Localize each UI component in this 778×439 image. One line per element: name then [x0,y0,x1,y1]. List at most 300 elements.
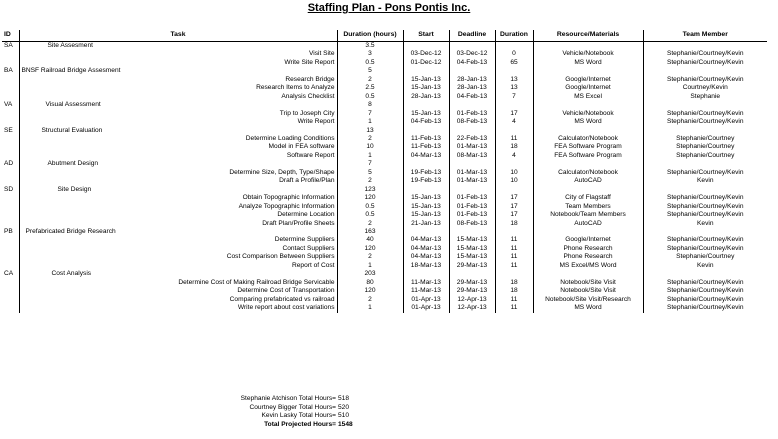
row-id [2,296,19,304]
row-start: 03-Dec-12 [403,50,449,58]
row-start [403,101,449,109]
row-resources: MS Word [533,304,643,312]
table-row [2,135,767,143]
row-resources [533,186,643,194]
row-team-member: Stephanie/Courtney/Kevin [666,75,744,83]
row-duration-hours: 123 [337,186,403,194]
row-start: 04-Mar-13 [403,236,449,244]
row-task [19,101,337,109]
row-id [2,279,19,287]
row-duration-hours: 163 [337,228,403,236]
row-team-member: Stephanie/Courtney/Kevin [666,287,744,295]
row-team-member: Courtney/Kevin [682,84,728,92]
row-task: Comparing prefabricated vs railroad [19,296,337,304]
row-duration-hours: 40 [337,236,403,244]
category-label: Structural Evaluation [41,126,103,134]
table-row [2,152,767,160]
category-row [2,101,767,109]
total-value: 518 [338,395,350,402]
table-row [2,84,767,92]
table-row [2,211,767,219]
row-resources: Notebook/Site Visit/Research [533,296,643,304]
row-task: Report of Cost [19,262,337,270]
row-start: 04-Feb-13 [403,118,449,126]
row-deadline [449,228,495,236]
row-duration-hours: 13 [337,127,403,135]
row-duration-hours: 2.5 [337,84,403,92]
row-deadline: 15-Mar-13 [449,245,495,253]
row-resources: MS Word [533,118,643,126]
category-label: Prefabricated Bridge Research [25,227,116,235]
table-row [2,203,767,211]
row-duration-hours: 120 [337,194,403,202]
row-team-member: Stephanie/Courtney/Kevin [666,211,744,219]
row-resources [533,228,643,236]
table-row [2,76,767,84]
table-row [2,177,767,185]
row-team-member: Stephanie/Courtney/Kevin [666,202,744,210]
row-start: 04-Mar-13 [403,253,449,261]
row-duration: 4 [495,152,533,160]
row-duration-hours: 3 [337,50,403,58]
row-team-member: Stephanie/Courtney/Kevin [666,304,744,312]
row-duration-hours: 0.5 [337,59,403,67]
row-duration-hours: 8 [337,101,403,109]
row-duration: 7 [495,93,533,101]
row-duration-hours: 203 [337,270,403,278]
row-duration [495,186,533,194]
row-duration [495,101,533,109]
row-deadline: 01-Feb-13 [449,203,495,211]
row-task [19,270,337,278]
row-task: Trip to Joseph City [19,110,337,118]
row-resources [533,67,643,75]
row-resources [533,127,643,135]
row-duration-hours: 2 [337,76,403,84]
row-resources: Calculator/Notebook [533,135,643,143]
row-team-member: Stephanie/Courtney/Kevin [666,295,744,303]
category-label: Cost Analysis [51,270,92,278]
row-duration-hours: 80 [337,279,403,287]
row-start [403,67,449,75]
table-row [2,169,767,177]
row-duration [495,160,533,168]
row-duration: 18 [495,279,533,287]
header-resources: Resource/Materials [533,30,643,42]
row-start: 18-Mar-13 [403,262,449,270]
header-duration-hours: Duration (hours) [337,30,403,42]
row-team-member: Stephanie/Courtney/Kevin [666,168,744,176]
row-deadline: 12-Apr-13 [449,296,495,304]
row-resources: AutoCAD [533,177,643,185]
row-id: AD [2,160,19,168]
row-team-member [643,186,767,194]
row-start: 11-Mar-13 [403,287,449,295]
total-row [0,421,400,430]
row-deadline: 03-Dec-12 [449,50,495,58]
row-id [2,50,19,58]
row-start: 04-Mar-13 [403,152,449,160]
row-task: Write Site Report [19,59,337,67]
row-id [2,211,19,219]
row-duration-hours: 5 [337,67,403,75]
row-duration-hours: 2 [337,177,403,185]
header-id: ID [2,30,19,42]
category-label: BNSF Railroad Bridge Assesment [21,67,121,75]
header-duration: Duration [495,30,533,42]
row-deadline: 28-Jan-13 [449,76,495,84]
row-duration-hours: 10 [337,143,403,151]
row-deadline [449,160,495,168]
row-duration: 10 [495,169,533,177]
row-task: Determine Cost of Making Railroad Bridge Servicable [19,279,337,287]
row-duration: 17 [495,203,533,211]
row-task: Determine Size, Depth, Type/Shape [19,169,337,177]
row-team-member: Kevin [697,219,714,227]
table-row [2,143,767,151]
row-duration-hours: 2 [337,135,403,143]
row-team-member [643,270,767,278]
row-id [2,93,19,101]
row-duration: 65 [495,59,533,67]
row-start: 01-Apr-13 [403,304,449,312]
row-task: Visit Site [19,50,337,58]
row-start: 11-Feb-13 [403,135,449,143]
row-duration: 17 [495,211,533,219]
category-row [2,127,767,135]
row-task: Determine Cost of Transportation [19,287,337,295]
row-id [2,220,19,228]
row-team-member: Stephanie/Courtney/Kevin [666,244,744,252]
row-deadline: 08-Feb-13 [449,118,495,126]
row-deadline: 28-Jan-13 [449,84,495,92]
document-title: Staffing Plan - Pons Pontis Inc. [307,2,471,14]
table-row [2,110,767,118]
row-duration: 10 [495,177,533,185]
table-row [2,296,767,304]
row-deadline: 01-Feb-13 [449,110,495,118]
row-resources: Google/Internet [533,84,643,92]
row-duration-hours: 1 [337,118,403,126]
row-duration-hours: 5 [337,169,403,177]
table-row [2,262,767,270]
row-resources: FEA Software Program [533,152,643,160]
row-deadline: 29-Mar-13 [449,279,495,287]
table-row [2,50,767,58]
row-duration-hours: 0.5 [337,211,403,219]
row-task: Determine Loading Conditions [19,135,337,143]
row-resources: Vehicle/Notebook [533,50,643,58]
row-id [2,84,19,92]
row-resources: Notebook/Team Members [533,211,643,219]
row-team-member: Stephanie/Courtney/Kevin [666,58,744,66]
row-resources: Phone Research [533,245,643,253]
row-task [19,42,337,51]
row-duration-hours: 2 [337,253,403,261]
row-duration: 11 [495,296,533,304]
total-label: Courtney Bigger Total Hours= [249,403,336,411]
row-id [2,152,19,160]
row-resources: Phone Research [533,253,643,261]
row-deadline [449,127,495,135]
row-duration-hours: 0.5 [337,93,403,101]
row-task: Cost Comparison Between Suppliers [19,253,337,261]
header-start: Start [403,30,449,42]
row-duration [495,67,533,75]
row-duration: 18 [495,287,533,295]
row-start: 15-Jan-13 [403,110,449,118]
row-task: Analyze Topographic Information [19,203,337,211]
table-body [2,42,767,313]
row-resources: MS Excel/MS Word [533,262,643,270]
total-label: Total Projected Hours= [264,420,336,428]
table-row [2,93,767,101]
row-team-member [643,127,767,135]
total-value: 510 [338,412,350,420]
row-id: VA [2,101,19,109]
category-label: Visual Assessment [45,101,101,109]
row-resources: MS Word [533,59,643,67]
row-deadline: 15-Mar-13 [449,236,495,244]
row-task: Draft Plan/Profile Sheets [19,220,337,228]
category-label: Site Assesment [47,42,93,49]
category-label: Abutment Design [47,160,99,168]
row-duration [495,42,533,51]
row-id: SA [2,42,19,51]
row-id: PB [2,228,19,236]
row-duration-hours: 7 [337,160,403,168]
table-row [2,194,767,202]
row-team-member: Stephanie/Courtney/Kevin [666,236,744,244]
row-resources: Notebook/Site Visit [533,279,643,287]
row-id [2,177,19,185]
row-deadline: 01-Mar-13 [449,143,495,151]
row-team-member: Stephanie/Courtney/Kevin [666,109,744,117]
row-deadline: 08-Feb-13 [449,220,495,228]
row-team-member: Kevin [697,261,714,269]
row-start: 15-Jan-13 [403,76,449,84]
row-duration [495,127,533,135]
table-row [2,236,767,244]
row-team-member [643,228,767,236]
row-deadline [449,186,495,194]
row-task: Determine Suppliers [19,236,337,244]
table-row [2,118,767,126]
table-row [2,287,767,295]
row-id [2,287,19,295]
row-start: 28-Jan-13 [403,93,449,101]
category-row [2,270,767,278]
row-start: 01-Dec-12 [403,59,449,67]
row-id [2,304,19,312]
row-team-member: Stephanie/Courtney/Kevin [666,118,744,126]
category-row [2,42,767,51]
row-team-member: Kevin [697,177,714,185]
row-task: Contact Suppliers [19,245,337,253]
row-duration-hours: 1 [337,262,403,270]
table-row [2,279,767,287]
row-resources: MS Excel [533,93,643,101]
row-task: Obtain Topographic Information [19,194,337,202]
table-row [2,253,767,261]
row-task: Write Report [19,118,337,126]
row-duration: 18 [495,143,533,151]
row-duration-hours: 1 [337,152,403,160]
row-duration: 13 [495,84,533,92]
row-start: 15-Jan-13 [403,203,449,211]
row-deadline: 29-Mar-13 [449,287,495,295]
row-deadline [449,270,495,278]
row-deadline [449,67,495,75]
header-task: Task [19,30,337,42]
row-start: 11-Feb-13 [403,143,449,151]
row-team-member: Stephanie/Courtney/Kevin [666,194,744,202]
header-deadline: Deadline [449,30,495,42]
table-row [2,59,767,67]
row-team-member [643,42,767,51]
row-team-member: Stephanie/Courtney [676,143,735,151]
row-deadline [449,101,495,109]
row-duration [495,228,533,236]
row-team-member: Stephanie [690,92,721,100]
row-id [2,59,19,67]
total-value: 520 [338,403,350,411]
row-duration: 17 [495,110,533,118]
row-id [2,253,19,261]
row-task: Analysis Checklist [19,93,337,101]
row-resources: Calculator/Notebook [533,169,643,177]
row-id [2,143,19,151]
total-label: Kevin Lasky Total Hours= [261,412,336,420]
row-start: 04-Mar-13 [403,245,449,253]
row-start: 15-Jan-13 [403,211,449,219]
row-start: 19-Feb-13 [403,177,449,185]
row-deadline: 01-Feb-13 [449,194,495,202]
row-resources: Vehicle/Notebook [533,110,643,118]
table-row [2,245,767,253]
row-resources: Team Members [533,203,643,211]
row-deadline: 01-Mar-13 [449,177,495,185]
row-team-member [643,67,767,75]
row-start [403,186,449,194]
row-duration: 11 [495,245,533,253]
row-duration-hours: 120 [337,287,403,295]
row-duration: 13 [495,76,533,84]
row-start: 19-Feb-13 [403,169,449,177]
row-team-member: Stephanie/Courtney/Kevin [666,278,744,286]
row-deadline [449,42,495,51]
row-id [2,118,19,126]
row-id [2,76,19,84]
row-id: SD [2,186,19,194]
row-team-member [643,160,767,168]
staffing-table [2,30,767,313]
row-deadline: 01-Mar-13 [449,169,495,177]
row-duration: 11 [495,135,533,143]
row-deadline: 12-Apr-13 [449,304,495,312]
row-duration-hours: 3.5 [337,42,403,51]
row-id: CA [2,270,19,278]
category-row [2,67,767,75]
row-duration-hours: 1 [337,304,403,312]
row-duration: 11 [495,236,533,244]
row-deadline: 01-Feb-13 [449,211,495,219]
row-id [2,262,19,270]
total-value: 1548 [338,420,353,428]
row-task: Model in FEA software [19,143,337,151]
row-resources [533,270,643,278]
row-resources [533,42,643,51]
row-duration-hours: 120 [337,245,403,253]
row-id [2,245,19,253]
row-id [2,110,19,118]
total-label: Stephanie Atchison Total Hours= [240,395,336,402]
row-task: Research Items to Analyze [19,84,337,92]
header-team-member: Team Member [643,30,767,42]
row-id [2,236,19,244]
row-id [2,203,19,211]
row-start [403,160,449,168]
row-resources [533,101,643,109]
row-team-member [643,101,767,109]
row-duration: 4 [495,118,533,126]
row-resources: AutoCAD [533,220,643,228]
row-start: 21-Jan-13 [403,220,449,228]
row-duration-hours: 2 [337,296,403,304]
row-deadline: 04-Feb-13 [449,93,495,101]
row-team-member: Stephanie/Courtney/Kevin [666,50,744,58]
row-task: Determine Location [19,211,337,219]
row-team-member: Stephanie/Courtney [676,253,735,261]
row-start [403,127,449,135]
row-duration: 11 [495,304,533,312]
row-task [19,228,337,236]
row-resources: Google/Internet [533,236,643,244]
row-task: Write report about cost variations [19,304,337,312]
row-deadline: 04-Feb-13 [449,59,495,67]
row-task: Software Report [19,152,337,160]
row-start: 15-Jan-13 [403,194,449,202]
row-team-member: Stephanie/Courtney [676,151,735,159]
row-team-member: Stephanie/Courtney [676,134,735,142]
row-resources: FEA Software Program [533,143,643,151]
category-row [2,228,767,236]
row-start [403,270,449,278]
row-deadline: 29-Mar-13 [449,262,495,270]
row-resources: Google/Internet [533,76,643,84]
row-start [403,228,449,236]
row-start [403,42,449,51]
row-task [19,67,337,75]
row-task [19,186,337,194]
row-start: 11-Mar-13 [403,279,449,287]
row-duration [495,270,533,278]
row-deadline: 22-Feb-13 [449,135,495,143]
category-label: Site Design [57,185,92,193]
row-deadline: 15-Mar-13 [449,253,495,261]
category-row [2,160,767,168]
category-row [2,186,767,194]
row-duration: 18 [495,220,533,228]
row-resources: City of Flagstaff [533,194,643,202]
row-task [19,127,337,135]
row-id [2,194,19,202]
row-deadline: 08-Mar-13 [449,152,495,160]
row-duration-hours: 0.5 [337,203,403,211]
row-id: BA [2,67,19,75]
table-header-row [2,30,767,42]
row-task: Research Bridge [19,76,337,84]
